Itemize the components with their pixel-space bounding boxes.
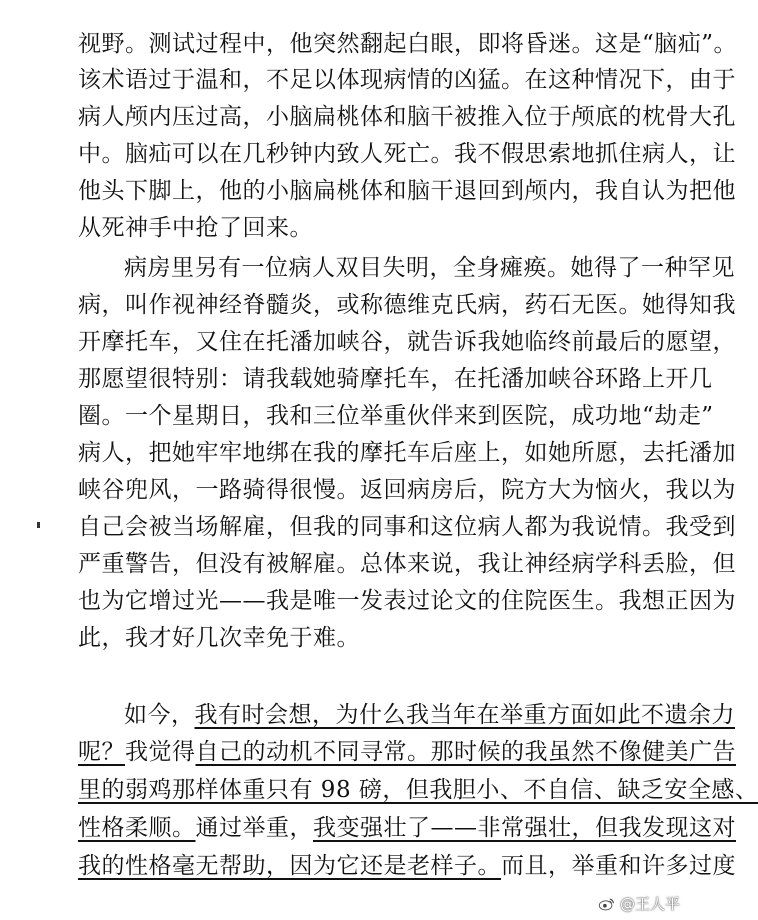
paragraph-2-line-10: 也为它增过光——我是唯一发表过论文的住院医生。我想正因为 [78,588,736,614]
plain-text: 而且，举重和许多过度 [501,853,736,879]
paragraph-1-line-3: 病人颅内压过高，小脑扁桃体和脑干被推入位于颅底的枕骨大孔 [78,104,736,130]
paragraph-2-line-5: 圈。一个星期日，我和三位举重伙伴来到医院，成功地“劫走” [78,403,714,429]
paragraph-3-line-5 [78,851,736,881]
underlined-text: 性格柔顺。 [78,815,196,841]
paragraph-2-line-1: 病房里另有一位病人双目失明，全身瘫痪。她得了一种罕见 [124,255,735,281]
paragraph-2-line-2: 病，叫作视神经脊髓炎，或称德维克氏病，药石无医。她得知我 [78,292,736,318]
paragraph-1-line-4: 中。脑疝可以在几秒钟内致人死亡。我不假思索地抓住病人，让 [78,141,736,167]
underlined-text: 我有时会想，为什么我当年在举重方面如此不遗余力 [194,702,735,728]
paragraph-1-line-2: 该术语过于温和，不足以体现病情的凶猛。在这种情况下，由于 [78,67,736,93]
plain-text: 如今， [124,702,195,728]
paragraph-2-line-9: 严重警告，但没有被解雇。总体来说，我让神经病学科丢脸，但 [78,551,736,577]
paragraph-2-line-6: 病人，把她牢牢地绑在我的摩托车后座上，如她所愿，去托潘加 [78,440,736,466]
underlined-text: 呢？ [78,739,125,765]
paragraph-2-line-3: 开摩托车，又住在托潘加峡谷，就告诉我她临终前最后的愿望， [78,329,736,355]
underlined-text: 里的弱鸡那样体重只有 98 磅，但我胆小、不自信、缺乏安全感、 [78,777,758,803]
paragraph-3-line-4 [78,813,736,843]
weibo-icon [598,897,616,911]
paragraph-3-line-2 [78,737,736,767]
paragraph-2-line-4: 那愿望很特别：请我载她骑摩托车，在托潘加峡谷环路上开几 [78,366,713,392]
paragraph-1-line-1: 视野。测试过程中，他突然翻起白眼，即将昏迷。这是“脑疝”。 [78,31,738,57]
paragraph-2-line-7: 峡谷兜风，一路骑得很慢。返回病房后，院方大为恼火，我以为 [78,477,736,503]
paragraph-3-line-3 [78,775,758,805]
underlined-text: 我的性格毫无帮助，因为它还是老样子。 [78,853,501,879]
paragraph-2-line-11: 此，我才好几次幸免于难。 [78,625,360,651]
paragraph-1-line-5: 他头下脚上，他的小脑扁桃体和脑干退回到颅内，我自认为把他 [78,178,736,204]
margin-mark [37,522,40,528]
watermark [598,893,680,914]
watermark-text: @王人平 [619,895,680,913]
paragraph-1-line-6: 从死神手中抢了回来。 [78,215,313,241]
paragraph-2-line-8: 自己会被当场解雇，但我的同事和这位病人都为我说情。我受到 [78,514,736,540]
underlined-text: 自己的动机不同寻常。那时候的我虽然不像健美广告 [195,739,736,765]
underlined-text: 我变强壮了——非常强壮，但我发现这对 [313,815,736,841]
plain-text: 通过举重， [195,815,313,841]
paragraph-3-line-1 [78,700,735,730]
plain-text: 我觉得 [125,739,196,765]
